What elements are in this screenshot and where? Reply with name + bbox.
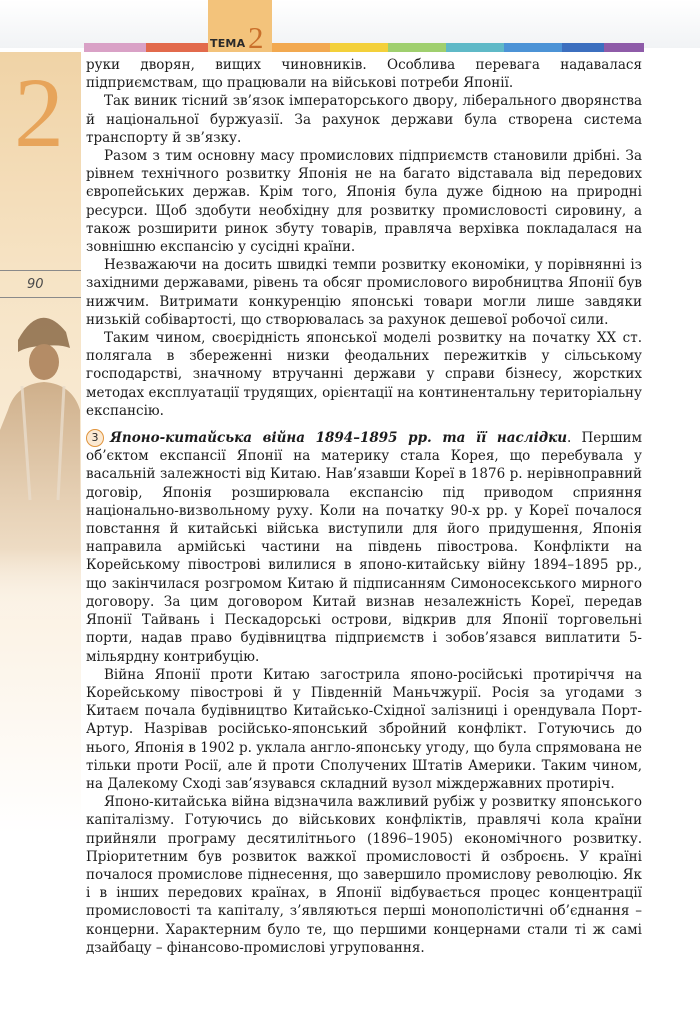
color-stripe-3 (272, 43, 330, 52)
page-number-rule-top (0, 270, 81, 271)
section-number-badge: 3 (86, 429, 104, 447)
section-paragraph (66, 429, 642, 666)
paragraph: руки дворян, вищих чиновників. Особлива перевага надавалася підприємствам, що працювали на військові потреби Японії. (86, 57, 642, 92)
paragraph: Незважаючи на досить швидкі темпи розвитку економіки, у порівнянні із західними державами, рівень та обсяг промислового виробництва Японії був нижчим. Витримати конкуренцію японські товари могли лише завдяки низькій собівартості, що створювалась за рахунок дешевої робочої сили. (86, 257, 642, 328)
page-number: 90 (27, 277, 44, 292)
paragraph: Разом з тим основну масу промислових підприємств становили дрібні. За рівнем технічного розвитку Японія не на багато відставала від передових європейських держав. Крім того, Японія була дуже бідною на природні ресурси. Щоб здобути необхідну для розвитку промисловості сировину, а також розширити ринок збуту товарів, правляча верхівка покладалася на зовнішню експансію у сусідні країни. (86, 148, 642, 256)
paragraph: Таким чином, своєрідність японської моделі розвитку на початку XX ст. полягала в збереженні низки феодальних пережитків у сільському господарстві, значному втручанні держави у справи бізнесу, жорстких методах експлуатації трудящих, орієнтації на континентальну територіальну експансію. (86, 330, 642, 419)
color-stripe-4 (330, 43, 388, 52)
section-title: Японо-китайська війна 1894–1895 рр. та її наслідки (110, 430, 568, 447)
color-stripe-6 (446, 43, 504, 52)
page-number-rule-bottom (0, 297, 81, 298)
paragraph: Так виник тісний зв’язок імператорського двору, ліберального дворянства й національної буржуазії. За рахунок держави була створена система транспорту й зв’язку. (86, 93, 642, 146)
color-stripe-2 (146, 43, 208, 52)
theme-label: ТЕМА (210, 37, 246, 50)
chapter-number: 2 (14, 57, 64, 168)
paragraph: Війна Японії проти Китаю загострила японо-російські протиріччя на Корейському півострові й у Південній Маньчжурії. Росія за угодами з Китаєм почала будівництво Китайсько-Східної залізниці і орендувала Порт-Артур. Назрівав російсько-японський збройний конфлікт. Готуючись до нього, Японія в 1902 р. уклала англо-японську угоду, що була спрямована не тільки проти Росії, але й проти Сполучених Штатів Америки. Таким чином, на Далекому Сході зав’язувався складний вузол міждержавних протиріч. (86, 666, 642, 792)
color-stripe-7 (504, 43, 562, 52)
color-stripe-1 (84, 43, 146, 52)
color-stripe-9 (604, 43, 644, 52)
header-band (0, 0, 700, 48)
color-stripe-8 (562, 43, 604, 52)
paragraph: Японо-китайська війна відзначила важливий рубіж у розвитку японського капіталізму. Готуючись до військових конфліктів, правлячі кола країни прийняли програму десятилітнього (1896–1905) економічного розвитку. Пріоритетним був розвиток важкої промисловості й озброєнь. У країні почалося промислове піднесення, що завершило промислову революцію. Як і в інших передових країнах, в Японії відбувається процес концентрації промисловості та капіталу, з’являються перші монополістичні об’єднання – концерни. Характерним було те, що першими концернами стали ті ж самі дзайбацу – фінансово-промислові угруповання. (86, 794, 642, 956)
main-text (86, 56, 642, 957)
theme-number: 2 (248, 20, 264, 55)
section-text: . Першим об’єктом експансії Японії на материку стала Корея, що перебувала у васальній залежності від Китаю. Нав’язавши Кореї в 1876 р. нерівноправний договір, Японія розширювала експансію під приводом сприяння національно-визвольному руху. Коли на початку 90-х рр. у Кореї почалося повстання й китайські війська виступили для його придушення, Японія направила армійські частини на південь півострова. Конфлікти на Корейському півострові вилилися в японо-китайську війну 1894–1895 рр., що закінчилася розгромом Китаю й підписанням Симоносекського мирного договору. За цим договором Китай визнав незалежність Кореї, передав Японії Тайвань і Пескадорські острови, відкрив для Японії торговельні порти, надав право будівництва підприємств і зобов’язався виплатити 5-мільярдну контрибуцію. (86, 430, 642, 665)
color-stripe-5 (388, 43, 446, 52)
